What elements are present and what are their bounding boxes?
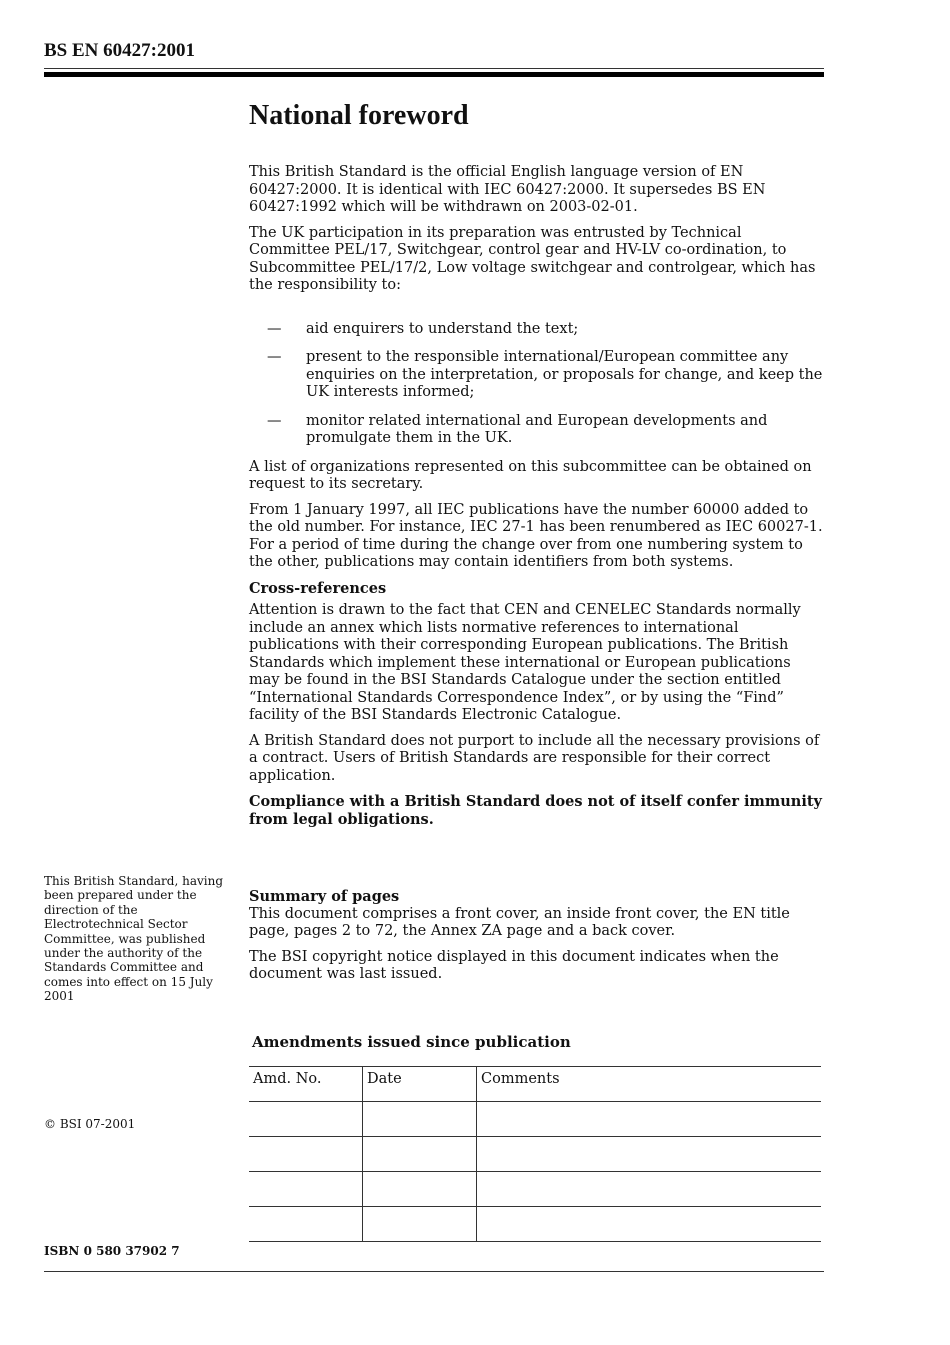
organizations-paragraph: A list of organizations represented on this subcommittee can be obtained on request to its secretary. [249,458,812,492]
table-row [249,1102,821,1137]
table-cell [363,1172,477,1207]
column-header-comments: Comments [477,1067,822,1102]
page-title: National foreword [249,100,469,131]
list-item [249,413,823,448]
list-item [249,321,823,339]
table-row [249,1137,821,1172]
main-text [249,164,823,992]
cross-references-heading: Cross-references [249,579,387,597]
header-rule-thin [44,68,824,69]
document-number: BS EN 60427:2001 [44,40,195,61]
compliance-statement: Compliance with a British Standard does not of itself confer immunity from legal obligations. [249,793,822,828]
table-row [249,1207,821,1242]
amendments-title: Amendments issued since publication [252,1033,571,1051]
table-cell [477,1207,822,1242]
table-row [249,1172,821,1207]
provisions-paragraph: A British Standard does not purport to include all the necessary provisions of a contract. Users of British Standards are responsible for their correct application. [249,732,820,784]
amendments-table [249,1066,821,1242]
table-cell [477,1102,822,1137]
summary-heading: Summary of pages [249,888,400,905]
dash-bullet: — [267,349,282,365]
summary-paragraph: This document comprises a front cover, an inside front cover, the EN title page, pages 2 to 72, the Annex ZA page and a back cover. [249,905,790,939]
table-header-row [249,1067,821,1102]
column-header-amd-no: Amd. No. [249,1067,363,1102]
table-cell [249,1102,363,1137]
cross-references-paragraph: Attention is drawn to the fact that CEN and CENELEC Standards normally include an annex which lists normative references to international publications with their corresponding European publications. The British Standards which implement these international or European publications may be found in the BSI Standards Catalogue under the section entitled “International Standards Correspondence Index”, or by using the “Find” facility of the BSI Standards Electronic Catalogue. [249,602,801,723]
publication-note: This British Standard, having been prepared under the direction of the Electrotechnical Sector Committee, was published under the authority of the Standards Committee and comes into effect on 15 July 2001 [44,874,224,1004]
table-cell [363,1102,477,1137]
dash-bullet: — [267,412,282,429]
intro-paragraph: This British Standard is the official English language version of EN 60427:2000. It is identical with IEC 60427:2000. It supersedes BS EN 60427:1992 which will be withdrawn on 2003-02-01. [249,164,766,215]
list-item-text: monitor related international and European developments and promulgate them in the UK. [306,412,768,446]
copyright-label: © BSI 07-2001 [44,1117,136,1131]
footer-rule [44,1271,824,1272]
isbn-label: ISBN 0 580 37902 7 [44,1244,180,1258]
column-header-date: Date [363,1067,477,1102]
table-cell [477,1137,822,1172]
table-cell [249,1172,363,1207]
intro-paragraph: The UK participation in its preparation was entrusted by Technical Committee PEL/17, Switchgear, control gear and HV-LV co-ordination, to Subcommittee PEL/17/2, Low voltage switchgear and controlgear, which has the responsibility to: [249,224,816,293]
table-cell [477,1172,822,1207]
numbering-paragraph: From 1 January 1997, all IEC publications have the number 60000 added to the old number. For instance, IEC 27-1 has been renumbered as IEC 60027-1. For a period of time during the change over from one numbering system to the other, publications may contain identifiers from both systems. [249,501,823,570]
dash-bullet: — [267,320,282,337]
list-item-text: present to the responsible international/European committee any enquiries on the interpretation, or proposals for change, and keep the UK interests informed; [306,349,823,400]
list-item [249,349,823,402]
header-rule-thick [44,72,824,77]
table-cell [249,1207,363,1242]
list-item-text: aid enquirers to understand the text; [306,320,579,337]
copyright-notice-paragraph: The BSI copyright notice displayed in this document indicates when the document was last issued. [249,948,779,982]
section-spacer [249,836,823,888]
responsibility-list [249,321,823,448]
table-cell [363,1137,477,1172]
table-cell [363,1207,477,1242]
table-cell [249,1137,363,1172]
